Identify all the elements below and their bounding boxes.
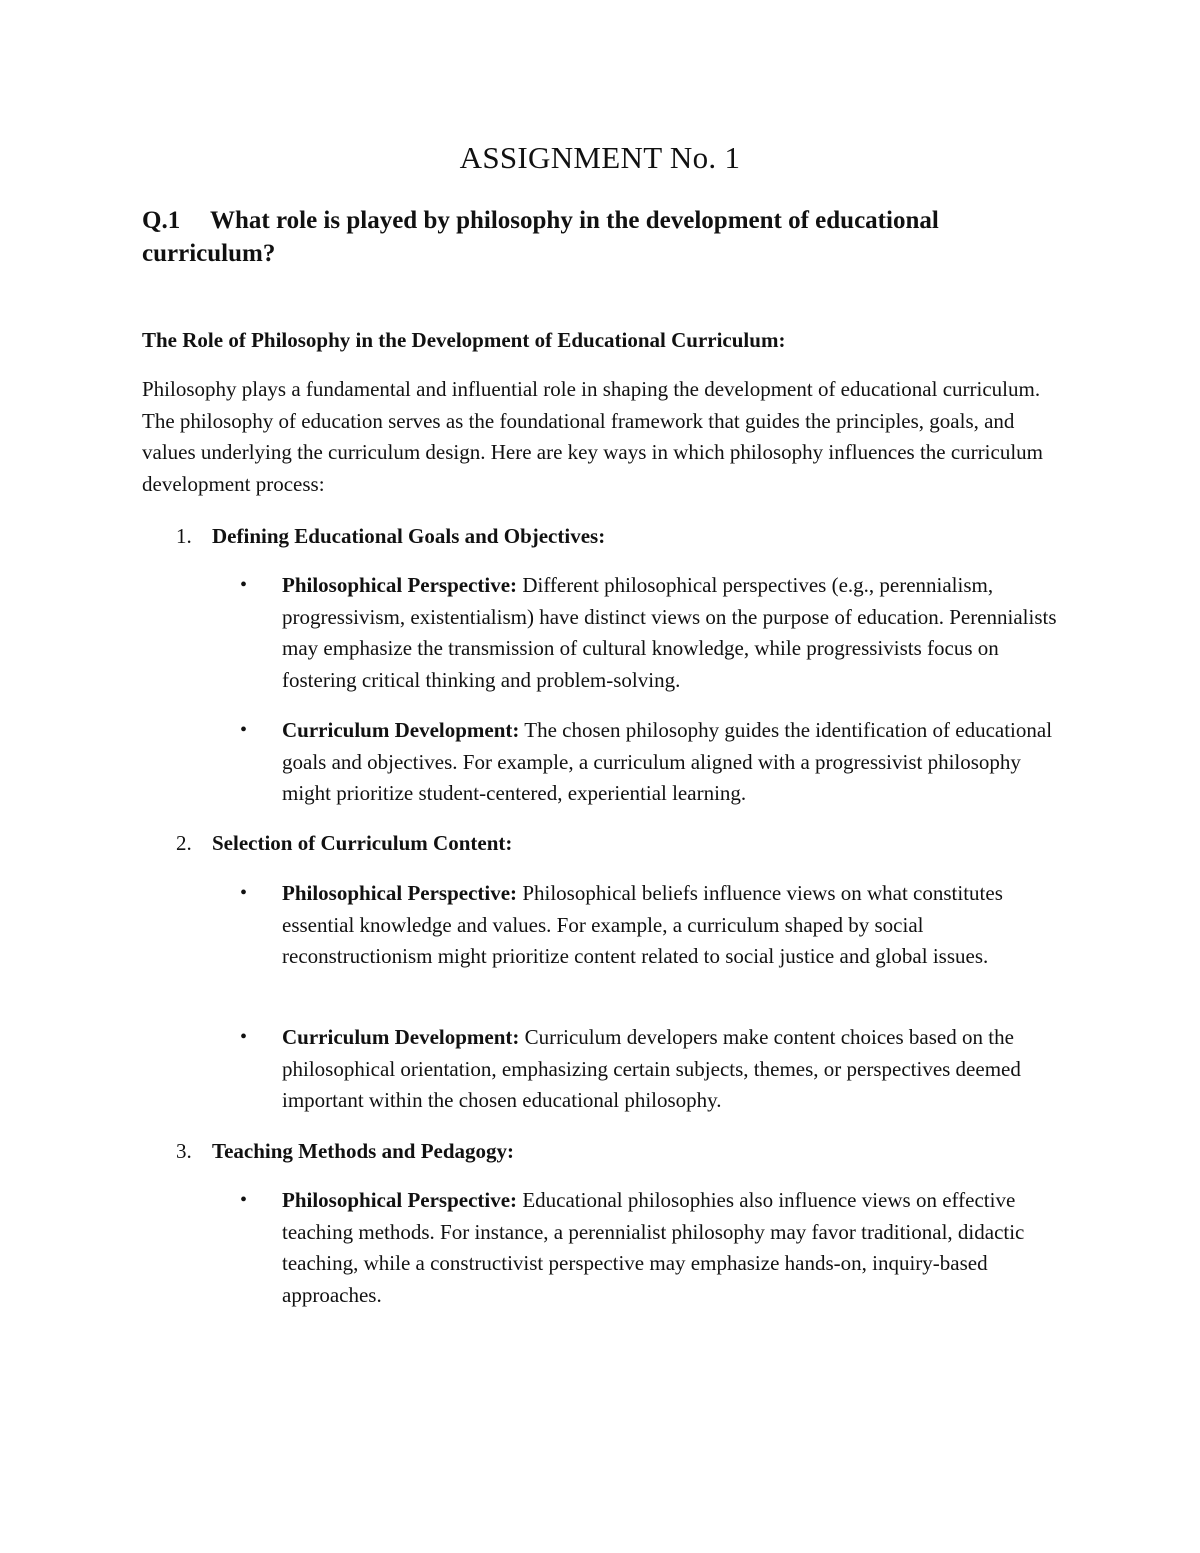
list-item	[240, 715, 1060, 810]
question-number: Q.1	[142, 207, 181, 234]
bullet-text: Educational philosophies also influence views on effective teaching methods. For instance, a perennialist philosophy may favor traditional, didactic teaching, while a constructivist perspective may emphasize hands-on, inquiry-based approaches.	[282, 1188, 1025, 1307]
point-label: Teaching Methods and Pedagogy:	[212, 1139, 515, 1163]
bullet-icon: •	[240, 882, 248, 904]
point-title	[142, 829, 512, 857]
bullet-icon: •	[240, 1026, 248, 1048]
bullet-text: The chosen philosophy guides the identification of educational goals and objectives. For example, a curriculum aligned with a progressivist philosophy might prioritize student-centered, experiential learning.	[282, 718, 1053, 805]
point-title	[142, 1137, 514, 1165]
bullet-body	[282, 570, 1060, 696]
bullet-lead: Philosophical Perspective:	[282, 573, 518, 597]
point-number: 2.	[176, 831, 192, 855]
document-title: ASSIGNMENT No. 1	[459, 140, 741, 175]
list-item	[240, 570, 1060, 696]
bullet-lead: Curriculum Development:	[282, 1025, 520, 1049]
question-text: What role is played by philosophy in the development of educational curriculum?	[142, 207, 939, 267]
list-item	[240, 878, 1060, 973]
bullet-icon: •	[240, 719, 248, 741]
bullet-icon: •	[240, 574, 248, 596]
point-title	[142, 522, 605, 550]
bullet-lead: Philosophical Perspective:	[282, 881, 518, 905]
bullet-lead: Philosophical Perspective:	[282, 1188, 518, 1212]
question	[142, 204, 1042, 270]
bullet-icon: •	[240, 1189, 248, 1211]
list-item	[240, 1185, 1060, 1311]
point-label: Defining Educational Goals and Objectives:	[212, 524, 606, 548]
bullet-body	[282, 715, 1060, 810]
point-number: 3.	[176, 1139, 192, 1163]
list-item	[240, 1022, 1060, 1117]
intro-paragraph: Philosophy plays a fundamental and influential role in shaping the development of educational curriculum. The philosophy of education serves as the foundational framework that guides the principles, goals, and values underlying the curriculum design. Here are key ways in which philosophy influences the curriculum development process:	[142, 377, 1043, 496]
bullet-text: Curriculum developers make content choices based on the philosophical orientation, emphasizing certain subjects, themes, or perspectives deemed important within the chosen educational philosophy.	[282, 1025, 1021, 1112]
bullet-text: Different philosophical perspectives (e.g., perennialism, progressivism, existentialism) have distinct views on the purpose of education. Perennialists may emphasize the transmission of cultural knowledge, while progressivists focus on fostering critical thinking and problem-solving.	[282, 573, 1057, 692]
bullet-lead: Curriculum Development:	[282, 718, 520, 742]
point-label: Selection of Curriculum Content:	[212, 831, 513, 855]
bullet-text: Philosophical beliefs influence views on what constitutes essential knowledge and values. For example, a curriculum shaped by social reconstructionism might prioritize content related to social justice and global issues.	[282, 881, 1003, 968]
point-number: 1.	[176, 524, 192, 548]
section-heading: The Role of Philosophy in the Development of Educational Curriculum:	[142, 328, 786, 352]
bullet-body	[282, 878, 1060, 973]
bullet-body	[282, 1185, 1060, 1311]
bullet-body	[282, 1022, 1060, 1117]
